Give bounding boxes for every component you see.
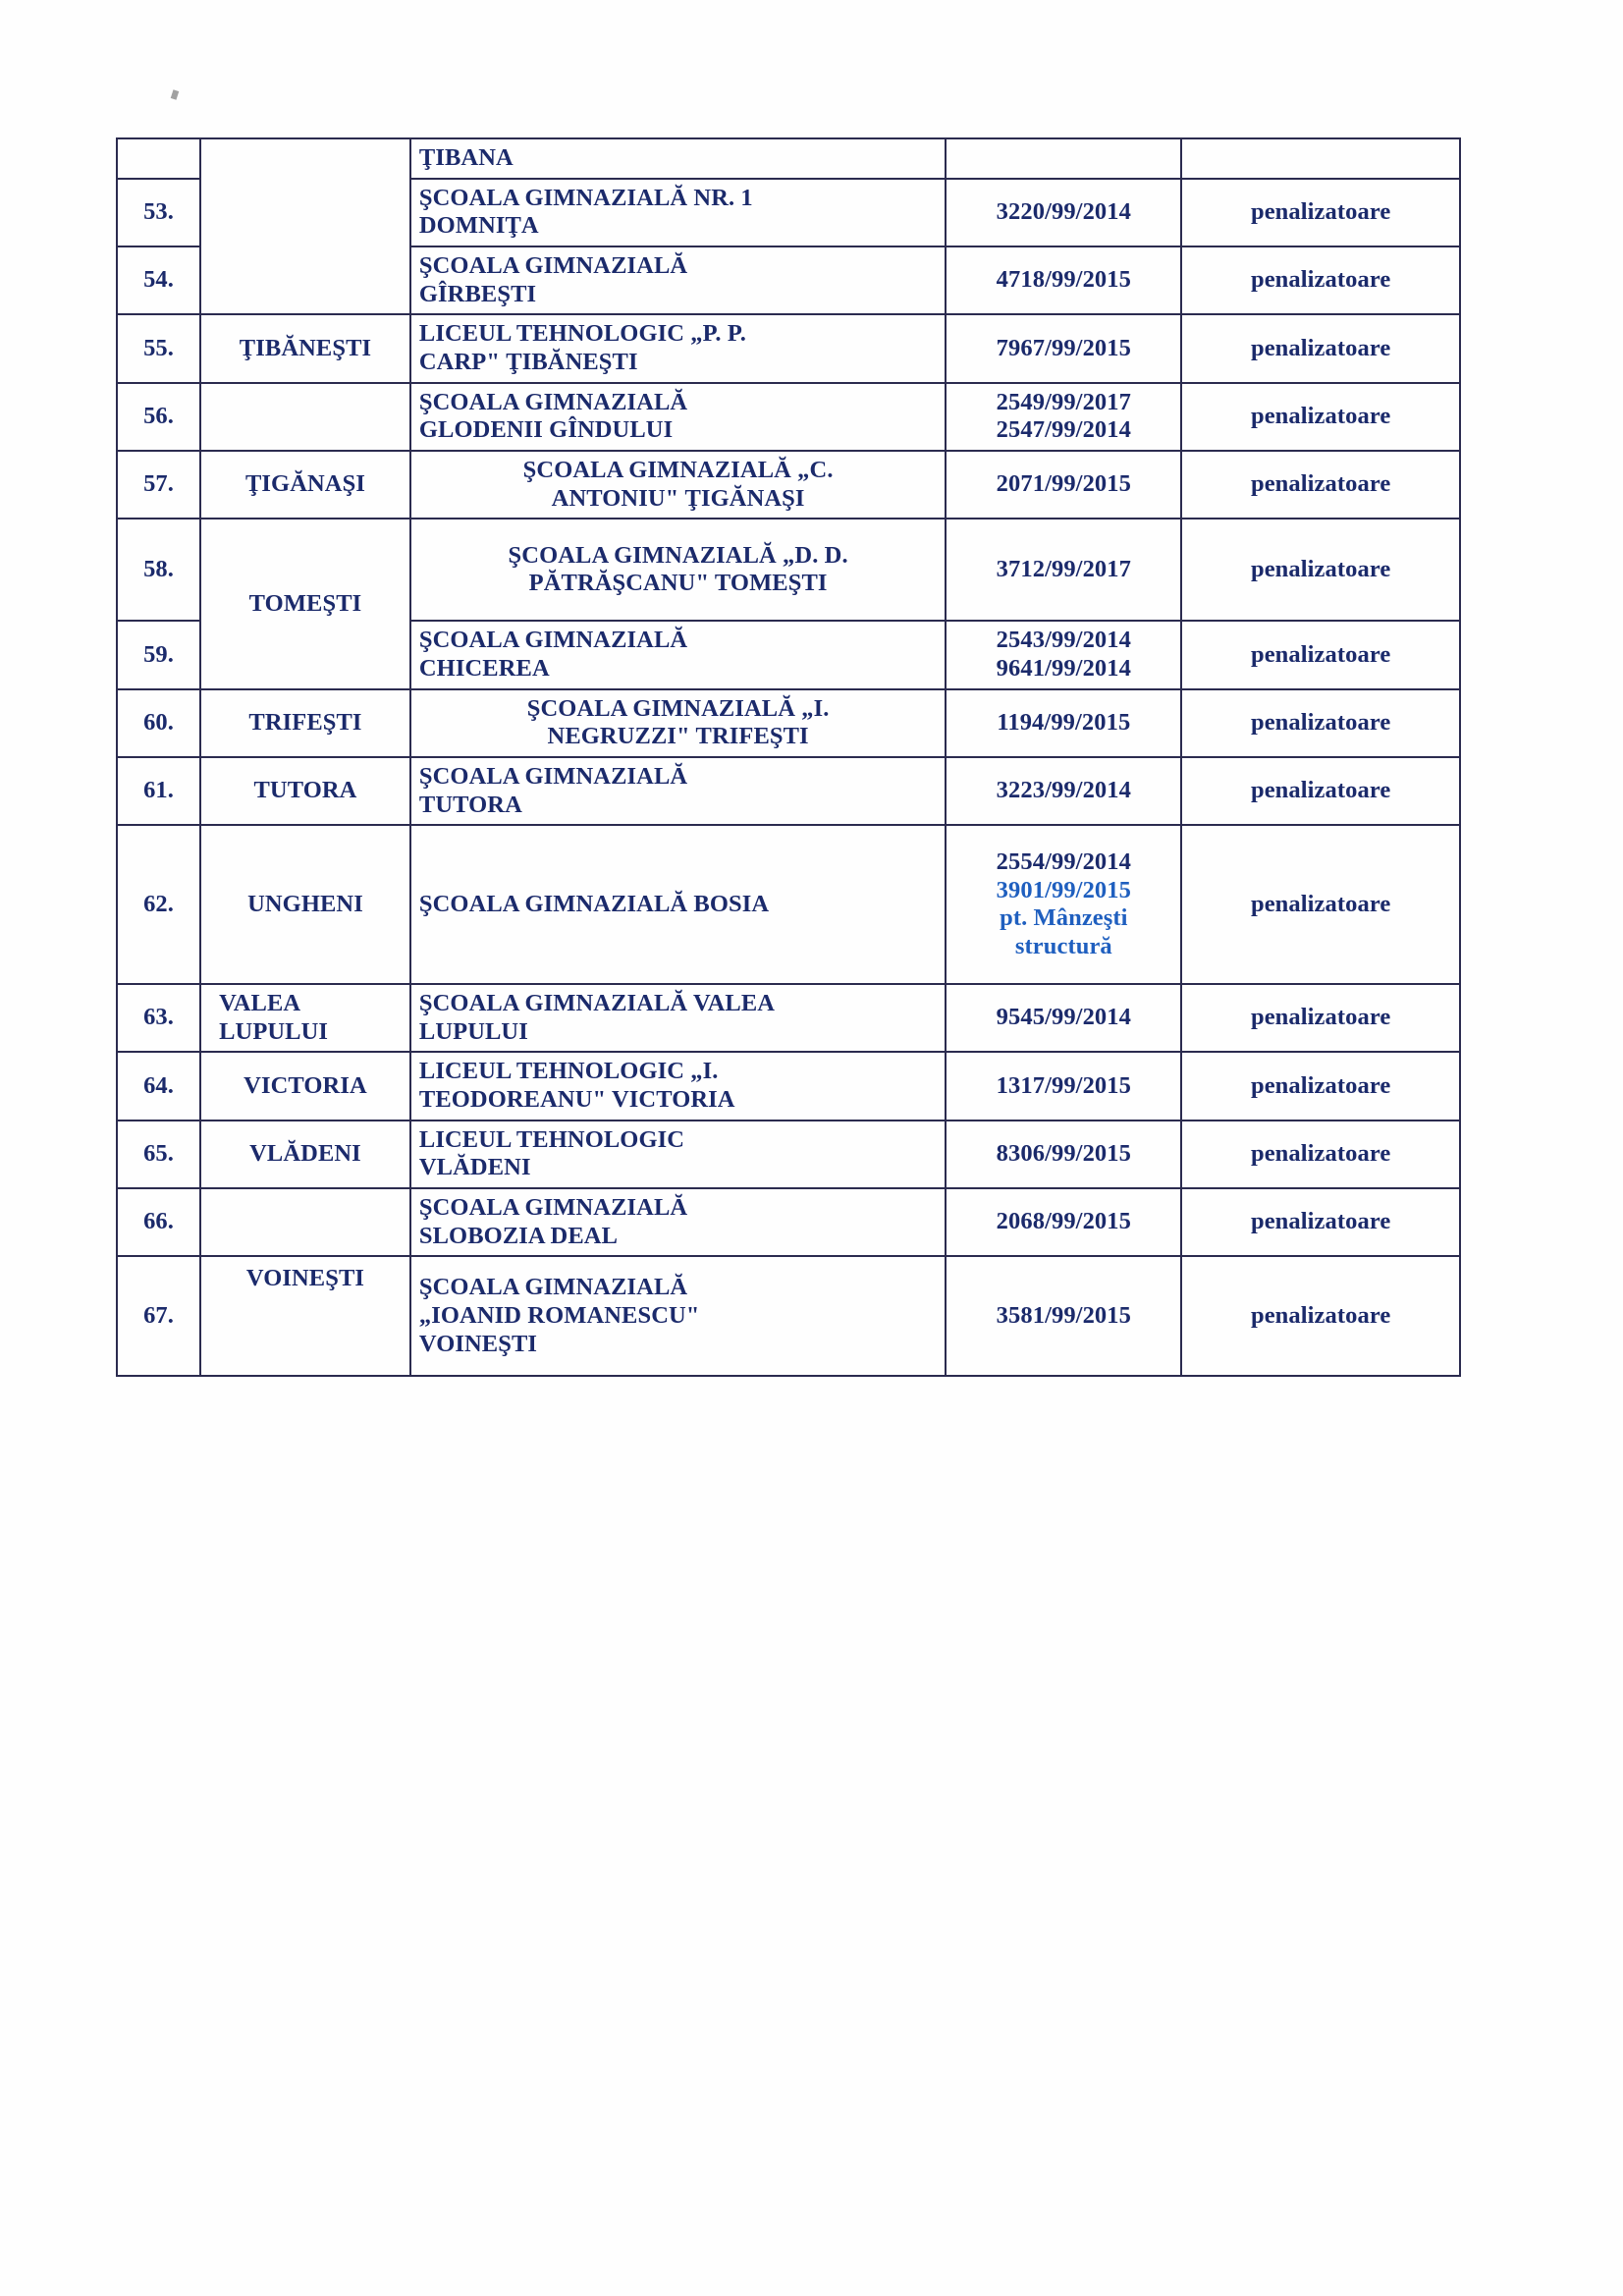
unit-line: TUTORA xyxy=(418,791,522,818)
document-number: 3712/99/2017 xyxy=(996,555,1131,582)
document-note: 3901/99/2015 xyxy=(996,876,1131,903)
cell-document xyxy=(946,138,1181,179)
cell-nr: 63. xyxy=(117,984,200,1052)
unit-line: CARP" ŢIBĂNEŞTI xyxy=(418,348,638,375)
document-number: 4718/99/2015 xyxy=(996,266,1131,294)
document-number: 3223/99/2014 xyxy=(996,777,1131,804)
unit-line: TEODOREANU" VICTORIA xyxy=(418,1086,735,1114)
unit-line: ŞCOALA GIMNAZIALĂ NR. 1 xyxy=(418,184,753,211)
cell-locality xyxy=(200,1188,410,1256)
cell-status: penalizatoare xyxy=(1181,314,1460,382)
unit-line: LUPULUI xyxy=(418,1017,528,1045)
cell-unit xyxy=(410,138,946,179)
cell-document xyxy=(946,383,1181,451)
document-number: 1317/99/2015 xyxy=(996,1071,1131,1099)
cell-locality: UNGHENI xyxy=(200,825,410,984)
cell-unit xyxy=(410,621,946,688)
cell-document xyxy=(946,1052,1181,1120)
cell-document xyxy=(946,757,1181,825)
document-number: 2068/99/2015 xyxy=(996,1208,1131,1235)
cell-document xyxy=(946,246,1181,314)
cell-unit xyxy=(410,246,946,314)
cell-unit xyxy=(410,825,946,984)
cell-nr: 65. xyxy=(117,1121,200,1188)
table-row xyxy=(117,519,1460,621)
cell-nr: 60. xyxy=(117,689,200,757)
unit-line: ŞCOALA GIMNAZIALĂ „I. xyxy=(526,694,830,722)
document-note: pt. Mânzeşti xyxy=(1000,904,1128,932)
table-row xyxy=(117,1256,1460,1376)
unit-line: LICEUL TEHNOLOGIC xyxy=(418,1125,685,1153)
cell-document xyxy=(946,1121,1181,1188)
unit-line: ŞCOALA GIMNAZIALĂ xyxy=(418,251,688,279)
cell-status: penalizatoare xyxy=(1181,689,1460,757)
document-number: 2071/99/2015 xyxy=(996,470,1131,498)
cell-locality xyxy=(200,984,410,1052)
cell-unit xyxy=(410,1256,946,1376)
unit-line: NEGRUZZI" TRIFEŞTI xyxy=(547,723,809,750)
unit-line: „IOANID ROMANESCU" xyxy=(418,1302,700,1330)
cell-status xyxy=(1181,138,1460,179)
document-number: 9641/99/2014 xyxy=(996,654,1131,682)
cell-locality: ŢIBĂNEŞTI xyxy=(200,314,410,382)
cell-document xyxy=(946,621,1181,688)
unit-line: ŞCOALA GIMNAZIALĂ „C. xyxy=(522,456,834,483)
cell-status: penalizatoare xyxy=(1181,621,1460,688)
cell-locality: VOINEŞTI xyxy=(200,1256,410,1376)
table-row xyxy=(117,825,1460,984)
schools-table xyxy=(116,137,1461,1377)
scan-artifact xyxy=(171,89,179,99)
unit-line: PĂTRĂŞCANU" TOMEŞTI xyxy=(528,570,828,597)
cell-nr: 54. xyxy=(117,246,200,314)
unit-line: ŢIBANA xyxy=(418,144,514,171)
table-row xyxy=(117,138,1460,179)
document-number: 3581/99/2015 xyxy=(996,1302,1131,1330)
cell-status: penalizatoare xyxy=(1181,383,1460,451)
cell-status: penalizatoare xyxy=(1181,519,1460,621)
cell-nr: 58. xyxy=(117,519,200,621)
cell-unit xyxy=(410,689,946,757)
cell-nr: 62. xyxy=(117,825,200,984)
unit-line: LICEUL TEHNOLOGIC „I. xyxy=(418,1058,719,1085)
table-row xyxy=(117,451,1460,519)
document-note: structură xyxy=(1014,932,1112,959)
cell-status: penalizatoare xyxy=(1181,179,1460,246)
cell-unit xyxy=(410,314,946,382)
document-number: 9545/99/2014 xyxy=(996,1004,1131,1031)
unit-line: DOMNIŢA xyxy=(418,212,539,240)
cell-nr: 59. xyxy=(117,621,200,688)
table-row xyxy=(117,984,1460,1052)
cell-status: penalizatoare xyxy=(1181,825,1460,984)
table-row xyxy=(117,1121,1460,1188)
cell-nr xyxy=(117,138,200,179)
cell-nr: 55. xyxy=(117,314,200,382)
unit-line: ŞCOALA GIMNAZIALĂ xyxy=(418,627,688,654)
unit-line: CHICEREA xyxy=(418,654,550,682)
cell-nr: 53. xyxy=(117,179,200,246)
cell-document xyxy=(946,1256,1181,1376)
cell-unit xyxy=(410,451,946,519)
cell-nr: 67. xyxy=(117,1256,200,1376)
document-number: 2543/99/2014 xyxy=(996,627,1131,654)
cell-unit xyxy=(410,519,946,621)
cell-unit xyxy=(410,1188,946,1256)
cell-unit xyxy=(410,984,946,1052)
unit-line: ŞCOALA GIMNAZIALĂ xyxy=(418,762,688,790)
cell-unit xyxy=(410,1121,946,1188)
cell-document xyxy=(946,1188,1181,1256)
document-number: 7967/99/2015 xyxy=(996,334,1131,361)
cell-locality: TUTORA xyxy=(200,757,410,825)
cell-document xyxy=(946,519,1181,621)
document-number: 8306/99/2015 xyxy=(996,1140,1131,1168)
cell-status: penalizatoare xyxy=(1181,984,1460,1052)
unit-line: ŞCOALA GIMNAZIALĂ VALEA xyxy=(418,990,776,1017)
cell-nr: 61. xyxy=(117,757,200,825)
cell-document xyxy=(946,984,1181,1052)
unit-line: GÎRBEŞTI xyxy=(418,280,537,307)
cell-locality: ŢIGĂNAŞI xyxy=(200,451,410,519)
cell-nr: 64. xyxy=(117,1052,200,1120)
unit-line: ŞCOALA GIMNAZIALĂ xyxy=(418,388,688,415)
document-number: 2549/99/2017 xyxy=(996,388,1131,415)
document-number: 3220/99/2014 xyxy=(996,197,1131,225)
cell-nr: 56. xyxy=(117,383,200,451)
cell-document xyxy=(946,314,1181,382)
unit-line: VLĂDENI xyxy=(418,1154,531,1181)
cell-unit xyxy=(410,757,946,825)
cell-locality: TOMEŞTI xyxy=(200,519,410,688)
unit-line: ŞCOALA GIMNAZIALĂ „D. D. xyxy=(508,541,848,569)
table-row xyxy=(117,757,1460,825)
unit-line: ANTONIU" ŢIGĂNAŞI xyxy=(551,484,805,512)
cell-status: penalizatoare xyxy=(1181,246,1460,314)
cell-locality: VLĂDENI xyxy=(200,1121,410,1188)
cell-document xyxy=(946,451,1181,519)
table-row xyxy=(117,1188,1460,1256)
cell-status: penalizatoare xyxy=(1181,1121,1460,1188)
cell-locality xyxy=(200,383,410,451)
unit-line: SLOBOZIA DEAL xyxy=(418,1222,619,1249)
cell-unit xyxy=(410,1052,946,1120)
table-row xyxy=(117,689,1460,757)
cell-locality xyxy=(200,138,410,314)
cell-status: penalizatoare xyxy=(1181,1052,1460,1120)
cell-unit xyxy=(410,383,946,451)
cell-nr: 57. xyxy=(117,451,200,519)
locality-line: VALEA xyxy=(219,990,301,1017)
cell-locality: VICTORIA xyxy=(200,1052,410,1120)
cell-status: penalizatoare xyxy=(1181,757,1460,825)
cell-document xyxy=(946,179,1181,246)
unit-line: LICEUL TEHNOLOGIC „P. P. xyxy=(418,320,746,348)
unit-line: GLODENII GÎNDULUI xyxy=(418,416,674,444)
document-number: 1194/99/2015 xyxy=(997,708,1131,736)
cell-status: penalizatoare xyxy=(1181,451,1460,519)
cell-status: penalizatoare xyxy=(1181,1256,1460,1376)
cell-status: penalizatoare xyxy=(1181,1188,1460,1256)
cell-locality: TRIFEŞTI xyxy=(200,689,410,757)
cell-document xyxy=(946,689,1181,757)
unit-line: ŞCOALA GIMNAZIALĂ BOSIA xyxy=(418,890,770,917)
table-row xyxy=(117,314,1460,382)
table-body xyxy=(117,138,1460,1376)
cell-unit xyxy=(410,179,946,246)
table-row xyxy=(117,1052,1460,1120)
unit-line: ŞCOALA GIMNAZIALĂ xyxy=(418,1274,688,1301)
unit-line: VOINEŞTI xyxy=(418,1330,538,1357)
cell-nr: 66. xyxy=(117,1188,200,1256)
unit-line: ŞCOALA GIMNAZIALĂ xyxy=(418,1194,688,1222)
cell-document xyxy=(946,825,1181,984)
document-number: 2554/99/2014 xyxy=(996,847,1131,875)
table-row xyxy=(117,383,1460,451)
document-number: 2547/99/2014 xyxy=(996,416,1131,444)
locality-line: LUPULUI xyxy=(219,1017,329,1045)
